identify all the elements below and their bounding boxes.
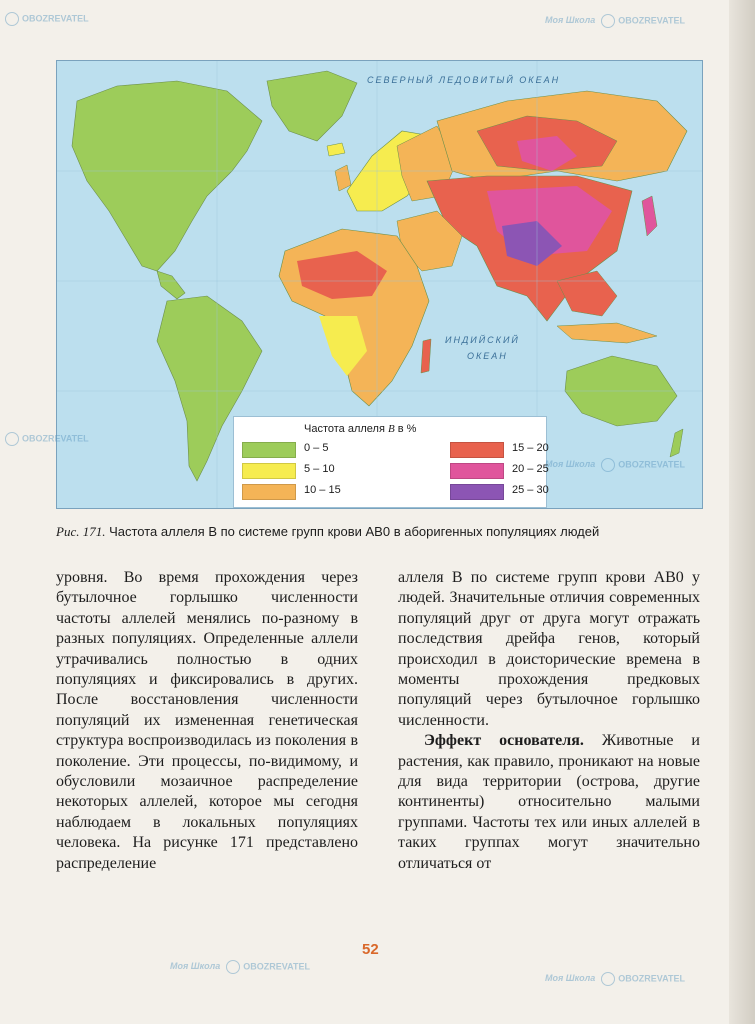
world-map	[56, 60, 703, 509]
watermark: Моя Школа OBOZREVATEL	[545, 458, 685, 472]
paragraph	[398, 731, 700, 874]
legend-swatch	[450, 463, 504, 479]
text-column-left	[56, 568, 358, 874]
paragraph-text: Животные и растения, как правило, проникают на новые для вида территории (острова, другие континенты) относительно малыми группами. Частоты тех или иных аллелей в таких группах могут значительно отличаться от	[398, 732, 700, 872]
british-isles	[335, 165, 351, 191]
legend-swatch	[242, 442, 296, 458]
new-zealand	[670, 429, 683, 457]
greenland	[267, 71, 357, 141]
figure-caption	[56, 523, 702, 541]
page-edge	[729, 0, 755, 1024]
page-number: 52	[362, 941, 379, 958]
paragraph: аллеля B по системе групп крови AB0 у людей. Значительные отличия современных популяций друг от друга могут отражать последствия дрейфа генов, который происходил в доисторические времена в моменты прохождения предковых популяций через бутылочное горлышко численности.	[398, 569, 700, 729]
central-america	[157, 271, 185, 299]
indian-ocean-label-2: ОКЕАН	[467, 351, 508, 361]
watermark: Моя Школа OBOZREVATEL	[170, 960, 310, 974]
madagascar	[421, 339, 431, 373]
indonesia	[557, 323, 657, 343]
watermark: OBOZREVATEL	[5, 12, 89, 26]
watermark-icon	[601, 14, 615, 28]
arctic-ocean-label: СЕВЕРНЫЙ ЛЕДОВИТЫЙ ОКЕАН	[367, 75, 561, 85]
watermark-icon	[5, 12, 19, 26]
watermark-icon	[5, 432, 19, 446]
map-legend: Частота аллеля B в % 0 – 5 5 – 10 10 – 15 15 – 20 20 – 25 25 – 30	[233, 416, 547, 508]
watermark: Моя Школа OBOZREVATEL	[545, 14, 685, 28]
watermark-icon	[226, 960, 240, 974]
watermark-icon	[601, 972, 615, 986]
iceland	[327, 143, 345, 156]
watermark-icon	[601, 458, 615, 472]
north-america	[72, 81, 262, 271]
section-heading: Эффект основателя.	[424, 732, 584, 750]
caption-text: Частота аллеля B по системе групп крови AB0 в аборигенных популяциях людей	[109, 524, 600, 539]
text-column-right	[398, 568, 700, 874]
japan	[642, 196, 657, 236]
legend-title: Частота аллеля B в %	[304, 423, 417, 435]
paragraph: уровня. Во время прохождения через бутылочное горлышко численности частоты аллелей менялись по-разному в разных популяциях. Определенные аллели утрачивались полностью в одних популяциях и фиксировались в других. После восстановления численности популяций их измененная генетическая структура воспроизводилась из поколения в поколение. Эти процессы, по-видимому, и обусловили мозаичное распределение некоторых аллелей, которое мы сегодня наблюдаем в локальных популяциях человека. На рисунке 171 представлено распределение	[56, 569, 358, 872]
figure-label: Рис. 171.	[56, 524, 106, 539]
watermark: OBOZREVATEL	[5, 432, 89, 446]
legend-swatch	[242, 463, 296, 479]
legend-swatch	[450, 484, 504, 500]
legend-swatch	[242, 484, 296, 500]
legend-swatch	[450, 442, 504, 458]
indian-ocean-label-1: ИНДИЙСКИЙ	[445, 335, 520, 345]
watermark: Моя Школа OBOZREVATEL	[545, 972, 685, 986]
